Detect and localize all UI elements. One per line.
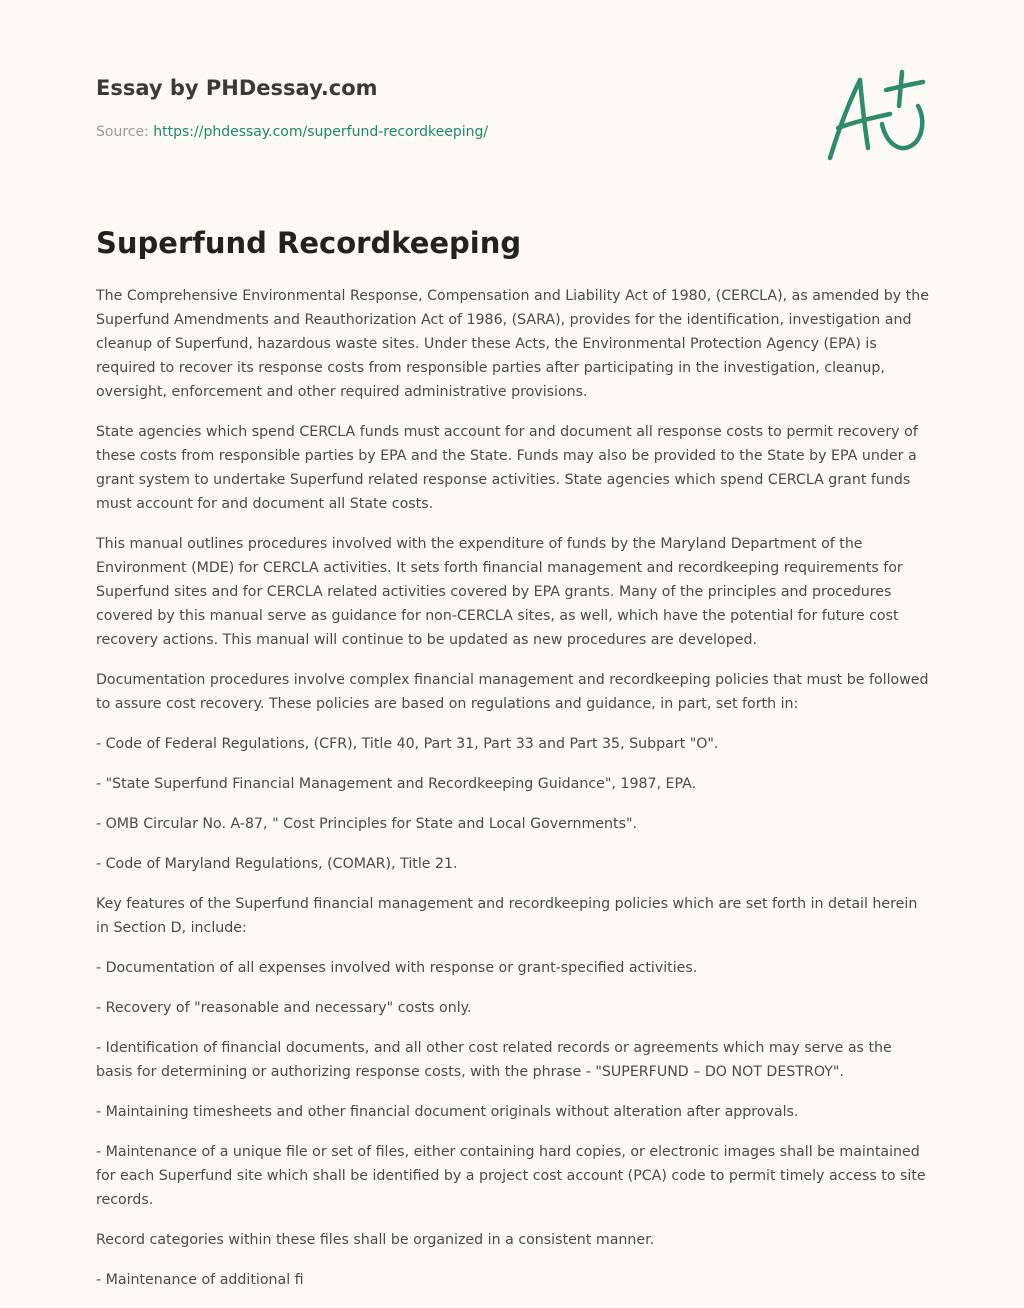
site-brand-title: Essay by PHDessay.com <box>96 76 378 100</box>
essay-list-item: - Code of Maryland Regulations, (COMAR), Title 21. <box>96 856 458 872</box>
essay-paragraph: Documentation procedures involve complex financial management and recordkeeping policies that must be followed to assure cost recovery. These policies are based on regulations and guidance, in part, set forth in: <box>96 672 929 712</box>
essay-list-item: - Code of Federal Regulations, (CFR), Title 40, Part 31, Part 33 and Part 35, Subpart "O". <box>96 736 719 752</box>
essay-paragraph: Record categories within these files shall be organized in a consistent manner. <box>96 1232 655 1248</box>
source-link[interactable]: https://phdessay.com/superfund-recordkeeping/ <box>153 124 489 140</box>
source-label: Source: <box>96 124 154 140</box>
essay-list-item: - Documentation of all expenses involved with response or grant-specified activities. <box>96 960 698 976</box>
essay-title: Superfund Recordkeeping <box>96 226 522 260</box>
essay-body <box>96 284 932 1308</box>
essay-list-item: - Maintaining timesheets and other financial document originals without alteration after approvals. <box>96 1104 799 1120</box>
essay-list-item: - Maintenance of additional fi <box>96 1272 304 1288</box>
essay-paragraph: The Comprehensive Environmental Response, Compensation and Liability Act of 1980, (CERCLA), as amended by the Superfund Amendments and Reauthorization Act of 1986, (SARA), provides for the identification, investigation and cleanup of Superfund, hazardous waste sites. Under these Acts, the Environmental Protection Agency (EPA) is required to recover its response costs from responsible parties after participating in the investigation, cleanup, oversight, enforcement and other required administrative provisions. <box>96 288 929 400</box>
essay-list-item: - "State Superfund Financial Management and Recordkeeping Guidance", 1987, EPA. <box>96 776 697 792</box>
essay-list-item: - Identification of financial documents, and all other cost related records or agreements which may serve as the basis for determining or authorizing response costs, with the phrase - "SUPERFUND – DO NOT DESTROY". <box>96 1040 892 1080</box>
essay-paragraph: This manual outlines procedures involved with the expenditure of funds by the Maryland Department of the Environment (MDE) for CERCLA activities. It sets forth financial management and recordkeeping requirements for Superfund sites and for CERCLA related activities covered by EPA grants. Many of the principles and procedures covered by this manual serve as guidance for non-CERCLA sites, as well, which have the potential for future cost recovery actions. This manual will continue to be updated as new procedures are developed. <box>96 536 903 648</box>
essay-list-item: - OMB Circular No. A-87, " Cost Principles for State and Local Governments". <box>96 816 638 832</box>
a-plus-logo-svg <box>824 66 928 166</box>
essay-list-item: - Recovery of "reasonable and necessary" costs only. <box>96 1000 472 1016</box>
essay-paragraph: Key features of the Superfund financial management and recordkeeping policies which are set forth in detail herein in Section D, include: <box>96 896 918 936</box>
source-line <box>96 124 488 140</box>
a-plus-logo-icon <box>824 66 928 166</box>
essay-list-item: - Maintenance of a unique file or set of files, either containing hard copies, or electronic images shall be maintained for each Superfund site which shall be identified by a project cost account (PCA) code to permit timely access to site records. <box>96 1144 926 1208</box>
essay-paragraph: State agencies which spend CERCLA funds must account for and document all response costs to permit recovery of these costs from responsible parties by EPA and the State. Funds may also be provided to the State by EPA under a grant system to undertake Superfund related response activities. State agencies which spend CERCLA grant funds must account for and document all State costs. <box>96 424 918 512</box>
